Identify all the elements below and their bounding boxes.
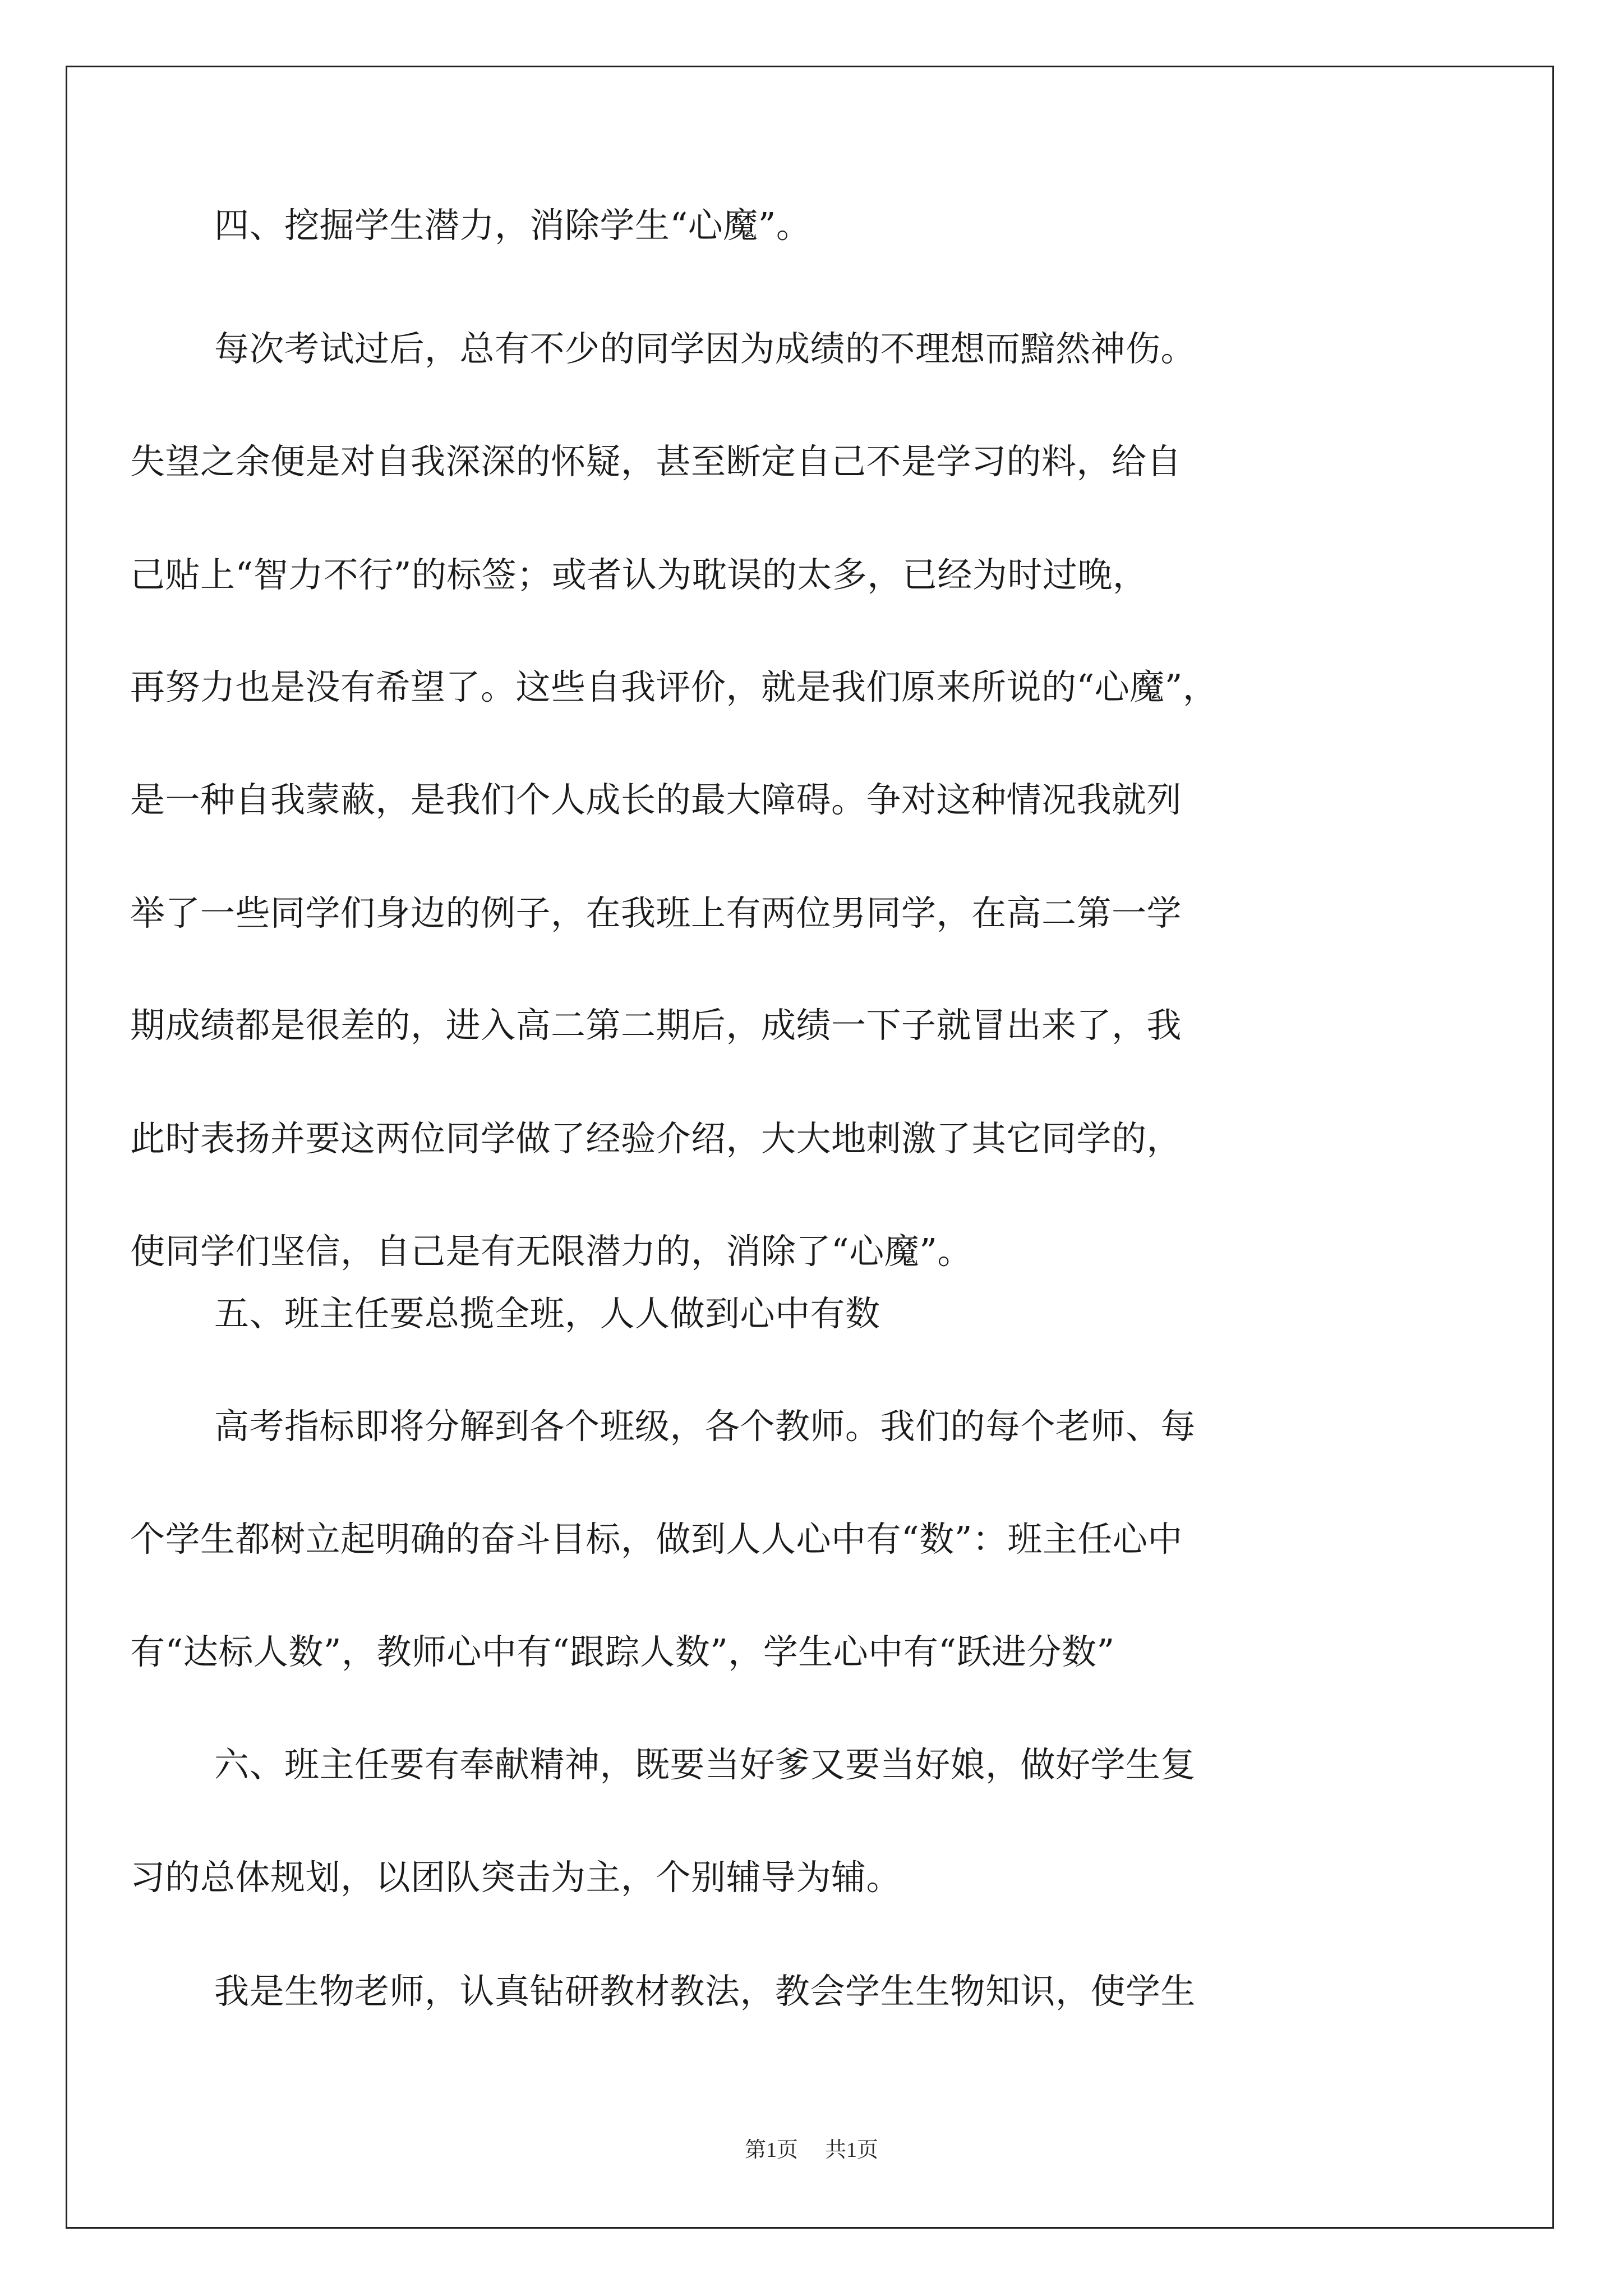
paragraph-line: 个学生都树立起明确的奋斗目标，做到人人心中有“数”：班主任心中: [130, 1519, 1183, 1559]
page-number-total: 共1页: [825, 2138, 879, 2162]
paragraph-line: 我是生物老师，认真钻研教材教法，教会学生生物知识，使学生: [214, 1971, 1196, 2012]
paragraph-line: 是一种自我蒙蔽，是我们个人成长的最大障碍。争对这种情况我就列: [130, 779, 1182, 820]
paragraph-line: 高考指标即将分解到各个班级，各个教师。我们的每个老师、每: [214, 1406, 1196, 1447]
heading-four: 四、挖掘学生潜力，消除学生“心魔”。: [214, 205, 811, 246]
paragraph-line: 期成绩都是很差的，进入高二第二期后，成绩一下子就冒出来了，我: [130, 1005, 1182, 1046]
paragraph-line: 习的总体规划，以团队突击为主，个别辅导为辅。: [130, 1857, 902, 1898]
paragraph-line: 每次考试过后，总有不少的同学因为成绩的不理想而黯然神伤。: [214, 328, 1196, 369]
page-footer: [0, 2136, 1623, 2164]
heading-five: 五、班主任要总揽全班，人人做到心中有数: [214, 1293, 880, 1334]
paragraph-line: 失望之余便是对自我深深的怀疑，甚至断定自己不是学习的料，给自: [130, 441, 1182, 482]
page-number-current: 第1页: [744, 2138, 798, 2162]
paragraph-line: 己贴上“智力不行”的标签；或者认为耽误的太多，已经为时过晚，: [130, 554, 1148, 595]
paragraph-line: 再努力也是没有希望了。这些自我评价，就是我们原来所说的“心魔”，: [130, 666, 1218, 707]
paragraph-line: 使同学们坚信，自己是有无限潜力的，消除了“心魔”。: [130, 1231, 972, 1272]
paragraph-line: 此时表扬并要这两位同学做了经验介绍，大大地刺激了其它同学的，: [130, 1118, 1182, 1159]
paragraph-line: 举了一些同学们身边的例子，在我班上有两位男同学，在高二第一学: [130, 892, 1182, 933]
heading-six: 六、班主任要有奉献精神，既要当好爹又要当好娘，做好学生复: [214, 1744, 1196, 1785]
paragraph-line: 有“达标人数”，教师心中有“跟踪人数”，学生心中有“跃进分数”: [130, 1631, 1115, 1672]
